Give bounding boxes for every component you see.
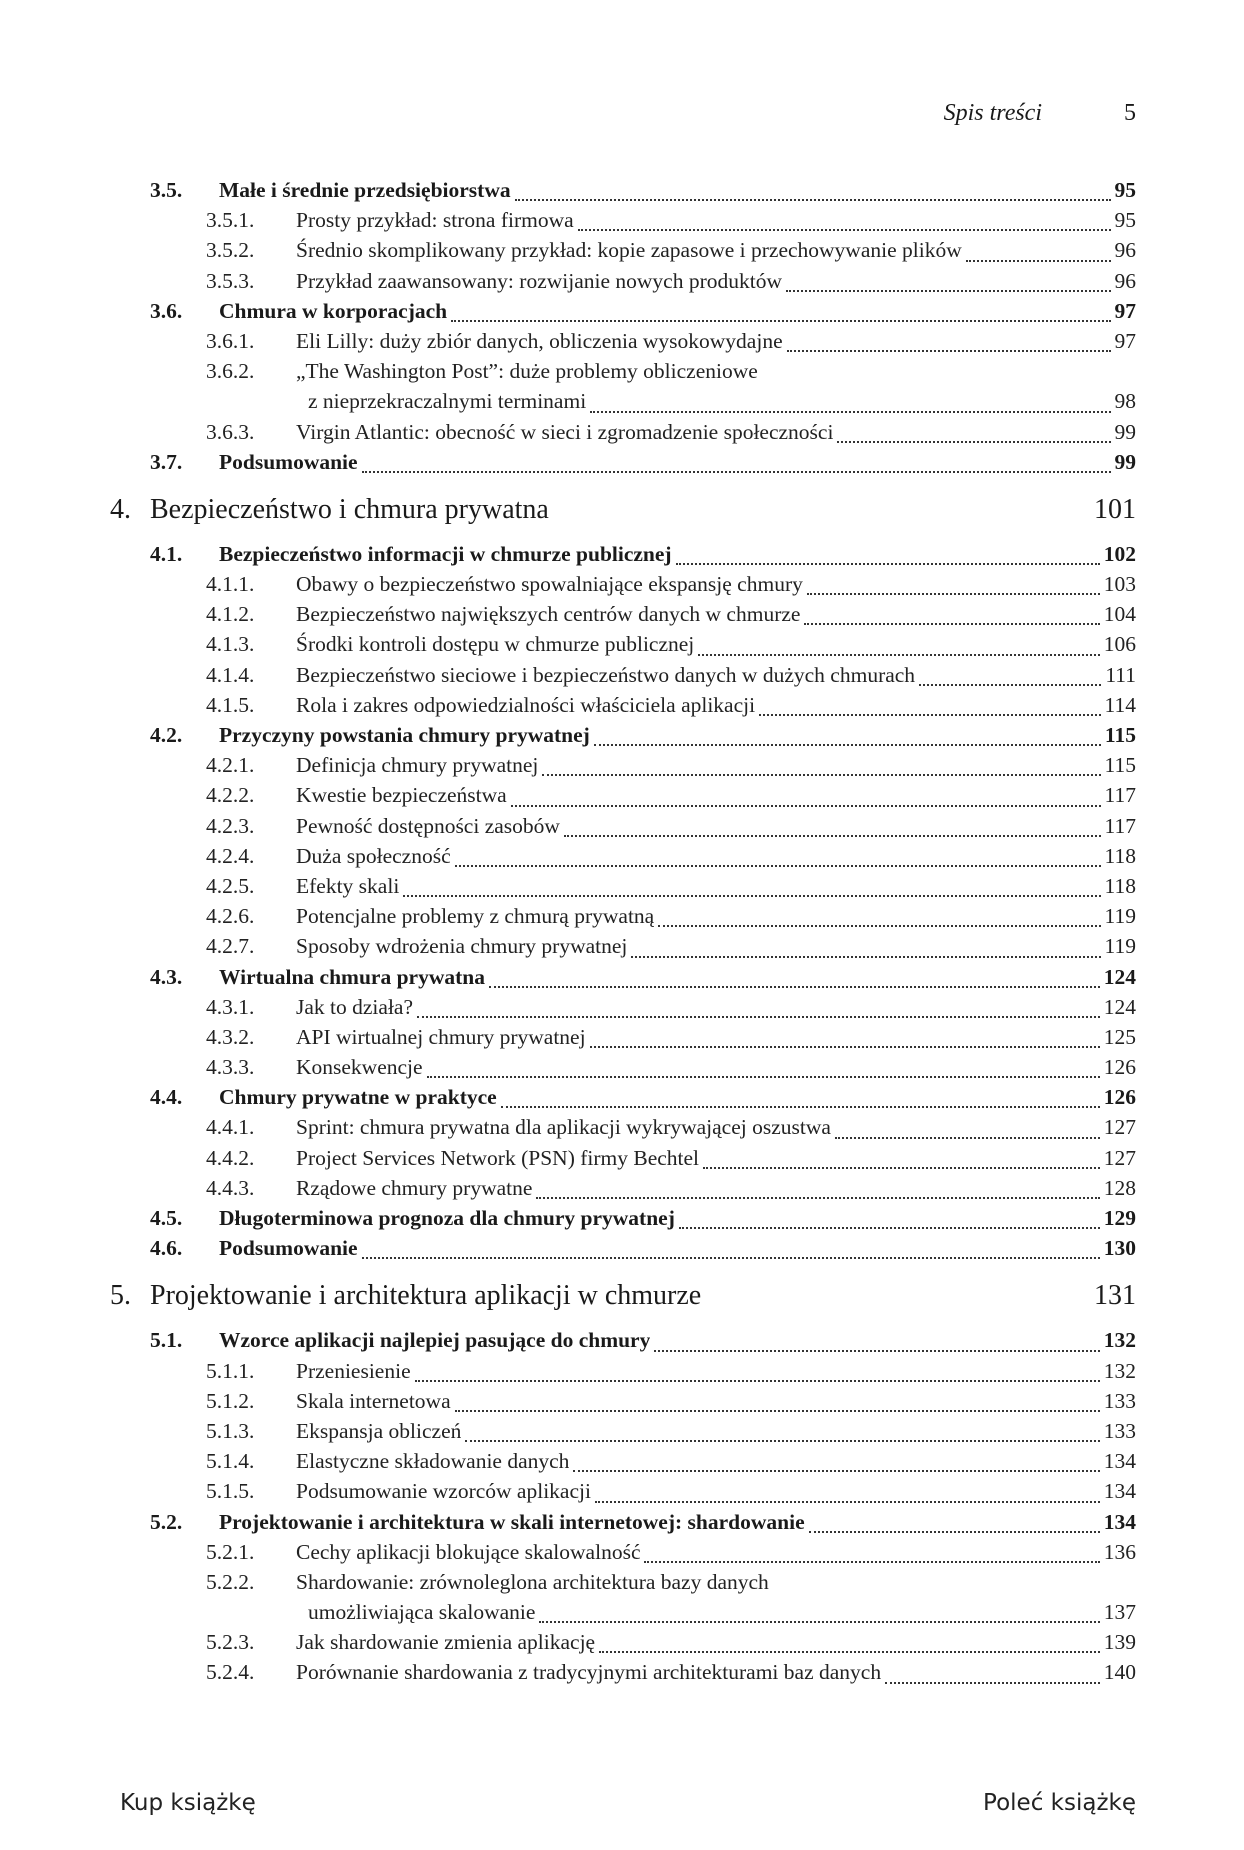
toc-leader-dots bbox=[837, 441, 1110, 443]
toc-leader-dots bbox=[590, 1046, 1100, 1048]
toc-entry-number: 4.1. bbox=[150, 541, 183, 566]
toc-entry-number: 5.2.1. bbox=[206, 1539, 255, 1564]
toc-entry-title: Bezpieczeństwo sieciowe i bezpieczeństwo danych w dużych chmurach bbox=[296, 662, 916, 687]
toc-entry-page: 98 bbox=[1114, 389, 1136, 414]
toc-section bbox=[110, 1510, 1136, 1540]
toc-subsection bbox=[110, 329, 1136, 359]
toc-leader-dots bbox=[417, 1016, 1100, 1018]
toc-entry-number: 4.2.3. bbox=[206, 813, 255, 838]
toc-entry-number: 3.5. bbox=[150, 178, 183, 202]
toc-entry-title: Chmura w korporacjach bbox=[219, 298, 448, 323]
toc-subsection bbox=[110, 208, 1136, 238]
toc-leader-dots bbox=[515, 199, 1111, 201]
toc-entry-title: umożliwiająca skalowanie bbox=[308, 1600, 536, 1625]
toc-leader-dots bbox=[703, 1167, 1100, 1169]
toc-section bbox=[110, 1085, 1136, 1115]
toc-leader-dots bbox=[595, 1501, 1100, 1503]
toc-entry-title: Bezpieczeństwo największych centrów danych w chmurze bbox=[296, 602, 801, 627]
toc-leader-dots bbox=[465, 1440, 1099, 1442]
toc-entry-page: 127 bbox=[1103, 1115, 1136, 1140]
toc-entry-title: Virgin Atlantic: obecność w sieci i zgromadzenie społeczności bbox=[296, 419, 834, 444]
toc-entry-title: Pewność dostępności zasobów bbox=[296, 813, 560, 838]
running-head bbox=[944, 100, 1136, 127]
toc-entry-number: 4.4.1. bbox=[206, 1115, 255, 1140]
toc-entry-number: 3.5.3. bbox=[206, 268, 255, 293]
toc-entry-title: Przykład zaawansowany: rozwijanie nowych produktów bbox=[296, 268, 782, 293]
toc-entry-title: Środki kontroli dostępu w chmurze publicznej bbox=[296, 632, 695, 657]
toc-entry-number: 5.2.4. bbox=[206, 1660, 255, 1685]
toc-entry-title: Jak to działa? bbox=[296, 994, 414, 1019]
toc-leader-dots bbox=[455, 1410, 1100, 1412]
toc-entry-page: 99 bbox=[1114, 449, 1136, 474]
toc-entry-page: 126 bbox=[1103, 1055, 1136, 1080]
toc-entry-page: 97 bbox=[1114, 298, 1136, 323]
toc-subsection bbox=[110, 1570, 1136, 1600]
toc-subsection bbox=[110, 783, 1136, 813]
toc-subsection bbox=[110, 1660, 1136, 1690]
toc-subsection bbox=[110, 632, 1136, 662]
toc-subsection bbox=[110, 1025, 1136, 1055]
toc-entry-page: 95 bbox=[1114, 178, 1136, 202]
toc-entry-number: 4.1.5. bbox=[206, 692, 255, 717]
toc-section bbox=[110, 542, 1136, 572]
toc-entry-page: 124 bbox=[1103, 994, 1136, 1019]
toc-entry-title: Chmury prywatne w praktyce bbox=[219, 1085, 497, 1110]
running-head-title: Spis treści bbox=[943, 100, 1042, 126]
toc-leader-dots bbox=[698, 654, 1099, 656]
toc-leader-dots bbox=[809, 1531, 1100, 1533]
toc-leader-dots bbox=[807, 593, 1100, 595]
toc-entry-page: 133 bbox=[1103, 1418, 1136, 1443]
page-number: 5 bbox=[1124, 100, 1136, 126]
toc-entry-page: 126 bbox=[1103, 1085, 1136, 1110]
toc-entry-title: Przeniesienie bbox=[296, 1358, 411, 1383]
toc-entry-page: 115 bbox=[1104, 723, 1136, 747]
toc-leader-dots bbox=[511, 805, 1101, 807]
toc-entry-page: 106 bbox=[1103, 632, 1136, 657]
toc-entry-number: 4.3. bbox=[150, 964, 183, 989]
toc-entry-page: 131 bbox=[1094, 1280, 1136, 1312]
toc-leader-dots bbox=[658, 925, 1100, 927]
toc-entry-title: Jak shardowanie zmienia aplikację bbox=[296, 1630, 596, 1655]
toc-entry-title: Podsumowanie bbox=[219, 1236, 358, 1261]
toc-entry-title: Elastyczne składowanie danych bbox=[296, 1449, 570, 1474]
recommend-book-link[interactable]: Poleć książkę bbox=[983, 1790, 1136, 1816]
toc-entry-page: 124 bbox=[1103, 964, 1136, 989]
toc-entry-title: „The Washington Post”: duże problemy obliczeniowe bbox=[296, 359, 758, 384]
toc-entry-title: Wzorce aplikacji najlepiej pasujące do chmury bbox=[219, 1328, 651, 1353]
toc-leader-dots bbox=[362, 471, 1111, 473]
toc-entry-title: Definicja chmury prywatnej bbox=[296, 753, 539, 778]
toc-entry-page: 96 bbox=[1114, 238, 1136, 263]
toc-entry-page: 132 bbox=[1103, 1358, 1136, 1383]
toc-entry-title: Podsumowanie wzorców aplikacji bbox=[296, 1479, 591, 1504]
toc-subsection bbox=[110, 238, 1136, 268]
toc-subsection bbox=[110, 1115, 1136, 1145]
toc-entry-title: Wirtualna chmura prywatna bbox=[219, 964, 485, 989]
toc-leader-dots bbox=[455, 865, 1101, 867]
toc-entry-page: 97 bbox=[1114, 328, 1136, 353]
toc-subsection bbox=[110, 1389, 1136, 1419]
buy-book-link[interactable]: Kup książkę bbox=[120, 1790, 256, 1816]
toc-entry-page: 95 bbox=[1114, 208, 1136, 233]
toc-entry-page: 132 bbox=[1103, 1328, 1136, 1353]
toc-entry-title: Kwestie bezpieczeństwa bbox=[296, 783, 507, 808]
toc-entry-page: 104 bbox=[1103, 602, 1136, 627]
toc-leader-dots bbox=[599, 1651, 1100, 1653]
toc-entry-number: 4.1.2. bbox=[206, 602, 255, 627]
toc-section bbox=[110, 178, 1136, 208]
toc-subsection bbox=[110, 753, 1136, 783]
toc-subsection bbox=[110, 1479, 1136, 1509]
toc-entry-number: 4.1.3. bbox=[206, 632, 255, 657]
toc-leader-dots bbox=[501, 1106, 1100, 1108]
toc-section bbox=[110, 450, 1136, 480]
toc-section bbox=[110, 723, 1136, 753]
toc-entry-title: Projektowanie i architektura w skali internetowej: shardowanie bbox=[219, 1509, 805, 1534]
toc-entry-title: Rządowe chmury prywatne bbox=[296, 1175, 533, 1200]
toc-subsection bbox=[110, 693, 1136, 723]
toc-entry-number: 3.5.2. bbox=[206, 238, 255, 263]
toc-entry-page: 136 bbox=[1103, 1539, 1136, 1564]
toc-entry-number: 4.4.2. bbox=[206, 1145, 255, 1170]
toc-entry-number: 4.2.7. bbox=[206, 934, 255, 959]
toc-entry-page: 117 bbox=[1104, 813, 1136, 838]
toc-section bbox=[110, 965, 1136, 995]
toc-leader-dots bbox=[654, 1350, 1099, 1352]
toc-leader-dots bbox=[786, 290, 1111, 292]
toc-entry-number: 3.5.1. bbox=[206, 208, 255, 233]
toc-entry-number: 5.2.2. bbox=[206, 1569, 255, 1594]
toc-entry-page: 111 bbox=[1105, 662, 1136, 687]
toc-leader-dots bbox=[594, 744, 1101, 746]
toc-entry-title: Średnio skomplikowany przykład: kopie zapasowe i przechowywanie plików bbox=[296, 238, 962, 263]
toc-entry-page: 129 bbox=[1103, 1206, 1136, 1230]
toc-entry-number: 3.7. bbox=[150, 449, 183, 474]
toc-entry-page: 137 bbox=[1103, 1600, 1136, 1625]
toc-leader-dots bbox=[573, 1470, 1099, 1472]
toc-leader-dots bbox=[919, 684, 1101, 686]
toc-entry-number: 4.3.3. bbox=[206, 1055, 255, 1080]
toc-leader-dots bbox=[885, 1682, 1100, 1684]
toc-subsection bbox=[110, 1540, 1136, 1570]
toc-entry-title: Sprint: chmura prywatna dla aplikacji wykrywającej oszustwa bbox=[296, 1115, 831, 1140]
toc-entry-page: 119 bbox=[1104, 904, 1136, 929]
toc-leader-dots bbox=[564, 835, 1101, 837]
toc-entry-title: Podsumowanie bbox=[219, 449, 358, 474]
toc-subsection bbox=[110, 1146, 1136, 1176]
toc-subsection bbox=[110, 1176, 1136, 1206]
toc-entry-page: 125 bbox=[1103, 1024, 1136, 1049]
toc-subsection bbox=[110, 995, 1136, 1025]
toc-subsection bbox=[110, 602, 1136, 632]
toc-entry-page: 134 bbox=[1103, 1509, 1136, 1534]
toc-entry-title: Konsekwencje bbox=[296, 1055, 423, 1080]
toc-entry-number: 4.2.1. bbox=[206, 753, 255, 778]
toc-section bbox=[110, 1206, 1136, 1236]
toc-leader-dots bbox=[403, 895, 1100, 897]
toc-entry-page: 139 bbox=[1103, 1630, 1136, 1655]
toc-entry-page: 118 bbox=[1104, 843, 1136, 868]
toc-entry-number: 4. bbox=[110, 493, 131, 525]
toc-section bbox=[110, 1328, 1136, 1358]
toc-leader-dots bbox=[362, 1257, 1100, 1259]
toc-subsection bbox=[110, 874, 1136, 904]
toc-subsection bbox=[110, 1419, 1136, 1449]
toc-entry-number: 4.5. bbox=[150, 1206, 183, 1230]
toc-subsection bbox=[110, 359, 1136, 389]
toc-entry-title: Przyczyny powstania chmury prywatnej bbox=[219, 723, 590, 747]
toc-entry-number: 4.2.2. bbox=[206, 783, 255, 808]
toc-entry-number: 3.6.2. bbox=[206, 359, 255, 384]
toc-subsection bbox=[110, 1449, 1136, 1479]
toc-entry-number: 4.4. bbox=[150, 1085, 183, 1110]
toc-entry-page: 103 bbox=[1103, 572, 1136, 597]
toc-entry-title: z nieprzekraczalnymi terminami bbox=[308, 389, 587, 414]
toc-entry-number: 5. bbox=[110, 1280, 131, 1312]
toc-entry-number: 3.6.3. bbox=[206, 419, 255, 444]
toc-subsection bbox=[110, 1630, 1136, 1660]
toc-leader-dots bbox=[631, 956, 1100, 958]
toc-subsection bbox=[110, 844, 1136, 874]
toc-leader-dots bbox=[451, 320, 1110, 322]
toc-entry-title: Sposoby wdrożenia chmury prywatnej bbox=[296, 934, 628, 959]
toc-section bbox=[110, 299, 1136, 329]
toc-chapter bbox=[110, 494, 1136, 542]
toc-subsection bbox=[110, 814, 1136, 844]
toc-entry-title: Prosty przykład: strona firmowa bbox=[296, 208, 574, 233]
toc-leader-dots bbox=[787, 350, 1111, 352]
toc-entry-number: 4.4.3. bbox=[206, 1175, 255, 1200]
toc-entry-page: 130 bbox=[1103, 1236, 1136, 1261]
toc-entry-number: 4.6. bbox=[150, 1236, 183, 1261]
toc-entry-number: 5.1.1. bbox=[206, 1358, 255, 1383]
toc-subsection bbox=[110, 934, 1136, 964]
toc-entry-number: 5.2.3. bbox=[206, 1630, 255, 1655]
toc-entry-title: Małe i średnie przedsiębiorstwa bbox=[219, 178, 511, 202]
toc-leader-dots bbox=[676, 563, 1100, 565]
toc-entry-title: Bezpieczeństwo i chmura prywatna bbox=[150, 493, 549, 525]
toc-entry-number: 5.1.5. bbox=[206, 1479, 255, 1504]
toc-entry-page: 134 bbox=[1103, 1449, 1136, 1474]
toc-leader-dots bbox=[835, 1137, 1100, 1139]
toc-entry-page: 118 bbox=[1104, 873, 1136, 898]
toc-entry-number: 4.2.6. bbox=[206, 904, 255, 929]
toc-entry-title: API wirtualnej chmury prywatnej bbox=[296, 1024, 586, 1049]
toc-leader-dots bbox=[590, 411, 1110, 413]
toc-entry-title: Ekspansja obliczeń bbox=[296, 1418, 462, 1443]
toc-entry-number: 4.2. bbox=[150, 723, 183, 747]
toc-subsection bbox=[110, 1055, 1136, 1085]
toc-entry-page: 96 bbox=[1114, 268, 1136, 293]
toc-entry-title: Eli Lilly: duży zbiór danych, obliczenia wysokowydajne bbox=[296, 328, 783, 353]
toc-entry-number: 3.6.1. bbox=[206, 328, 255, 353]
toc-entry-title: Bezpieczeństwo informacji w chmurze publicznej bbox=[219, 541, 672, 566]
toc-entry-page: 128 bbox=[1103, 1175, 1136, 1200]
toc-section bbox=[110, 1236, 1136, 1266]
toc-entry-title: Obawy o bezpieczeństwo spowalniające ekspansję chmury bbox=[296, 572, 803, 597]
table-of-contents bbox=[110, 178, 1136, 1691]
toc-entry-title: Skala internetowa bbox=[296, 1388, 451, 1413]
toc-subsection bbox=[110, 904, 1136, 934]
toc-subsection bbox=[110, 269, 1136, 299]
toc-entry-number: 4.1.1. bbox=[206, 572, 255, 597]
toc-subsection bbox=[110, 1359, 1136, 1389]
toc-entry-title: Porównanie shardowania z tradycyjnymi architekturami baz danych bbox=[296, 1660, 882, 1685]
toc-entry-page: 117 bbox=[1104, 783, 1136, 808]
toc-entry-title: Shardowanie: zrównoleglona architektura bazy danych bbox=[296, 1569, 769, 1594]
toc-leader-dots bbox=[536, 1197, 1099, 1199]
toc-entry-title: Cechy aplikacji blokujące skalowalność bbox=[296, 1539, 641, 1564]
toc-subsection bbox=[110, 572, 1136, 602]
toc-leader-dots bbox=[759, 714, 1100, 716]
toc-leader-dots bbox=[966, 260, 1111, 262]
toc-leader-dots bbox=[578, 229, 1111, 231]
toc-entry-number: 4.2.4. bbox=[206, 843, 255, 868]
toc-leader-dots bbox=[644, 1561, 1099, 1563]
toc-entry-page: 99 bbox=[1114, 419, 1136, 444]
toc-entry-page: 101 bbox=[1094, 493, 1136, 525]
toc-leader-dots bbox=[415, 1380, 1100, 1382]
toc-entry-title: Projektowanie i architektura aplikacji w chmurze bbox=[150, 1280, 702, 1312]
toc-leader-dots bbox=[804, 623, 1099, 625]
toc-entry-page: 127 bbox=[1103, 1145, 1136, 1170]
toc-leader-dots bbox=[679, 1227, 1100, 1229]
toc-leader-dots bbox=[539, 1621, 1099, 1623]
toc-entry-number: 4.3.2. bbox=[206, 1024, 255, 1049]
toc-entry-page: 140 bbox=[1103, 1660, 1136, 1685]
toc-entry-number: 5.1.3. bbox=[206, 1418, 255, 1443]
toc-entry-number: 4.2.5. bbox=[206, 873, 255, 898]
toc-entry-title: Project Services Network (PSN) firmy Bechtel bbox=[296, 1145, 700, 1170]
toc-entry-title: Długoterminowa prognoza dla chmury prywatnej bbox=[219, 1206, 675, 1230]
toc-chapter bbox=[110, 1280, 1136, 1328]
toc-entry-number: 5.1.4. bbox=[206, 1449, 255, 1474]
toc-entry-page: 119 bbox=[1104, 934, 1136, 959]
toc-entry-number: 4.3.1. bbox=[206, 994, 255, 1019]
toc-entry-page: 115 bbox=[1104, 753, 1136, 778]
toc-entry-page: 114 bbox=[1104, 692, 1136, 717]
toc-leader-dots bbox=[427, 1076, 1100, 1078]
toc-subsection bbox=[110, 420, 1136, 450]
toc-entry-number: 5.1.2. bbox=[206, 1388, 255, 1413]
toc-entry-number: 5.2. bbox=[150, 1509, 183, 1534]
toc-entry-number: 3.6. bbox=[150, 298, 183, 323]
toc-subsection bbox=[110, 1600, 1136, 1630]
toc-entry-title: Efekty skali bbox=[296, 873, 400, 898]
toc-leader-dots bbox=[489, 986, 1100, 988]
toc-subsection bbox=[110, 663, 1136, 693]
toc-leader-dots bbox=[542, 774, 1100, 776]
toc-entry-page: 102 bbox=[1103, 541, 1136, 566]
toc-entry-title: Potencjalne problemy z chmurą prywatną bbox=[296, 904, 655, 929]
toc-entry-title: Duża społeczność bbox=[296, 843, 451, 868]
toc-entry-page: 134 bbox=[1103, 1479, 1136, 1504]
toc-entry-number: 5.1. bbox=[150, 1328, 183, 1353]
toc-entry-title: Rola i zakres odpowiedzialności właściciela aplikacji bbox=[296, 692, 756, 717]
toc-entry-page: 133 bbox=[1103, 1388, 1136, 1413]
toc-entry-number: 4.1.4. bbox=[206, 662, 255, 687]
toc-subsection bbox=[110, 389, 1136, 419]
